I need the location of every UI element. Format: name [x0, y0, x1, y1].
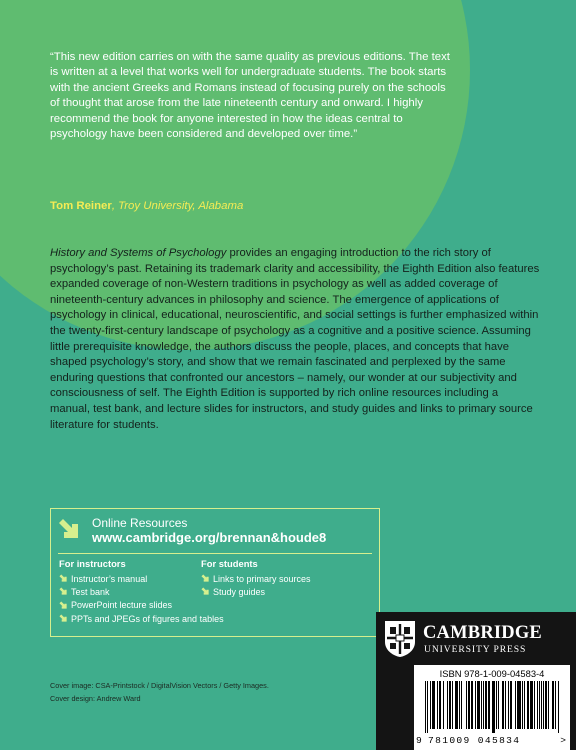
list-item-label: PowerPoint lecture slides	[71, 600, 173, 611]
arrow-icon	[59, 601, 68, 610]
list-item-label: Instructor’s manual	[71, 573, 148, 584]
barcode-bar	[485, 681, 487, 729]
list-item-label: Links to primary sources	[213, 573, 311, 584]
list-item	[59, 599, 224, 612]
barcode-bar	[524, 681, 525, 729]
barcode-bar	[508, 681, 509, 729]
barcode-bar	[530, 681, 533, 729]
barcode-bar	[505, 681, 506, 729]
book-title: History and Systems of Psychology	[50, 247, 227, 259]
barcode-bar	[558, 681, 559, 733]
barcode-bar	[427, 681, 428, 733]
instructors-list	[59, 572, 224, 625]
students-list	[201, 572, 311, 599]
resources-title: Online Resources	[92, 516, 188, 530]
list-item	[59, 572, 224, 585]
students-column	[201, 558, 311, 599]
barcode-bar	[517, 681, 521, 729]
cover-credits	[50, 680, 269, 706]
barcode-bar	[537, 681, 538, 729]
students-heading: For students	[201, 558, 258, 569]
barcode-bar	[449, 681, 451, 729]
barcode	[414, 665, 570, 750]
barcode-bar	[545, 681, 547, 729]
barcode-bar	[515, 681, 516, 729]
barcode-bar	[437, 681, 438, 729]
arrow-icon	[59, 574, 68, 583]
barcode-bar	[481, 681, 482, 729]
instructors-column	[59, 558, 224, 625]
quote-affiliation: , Troy University, Alabama	[111, 200, 244, 212]
barcode-bar	[461, 681, 462, 729]
arrow-icon	[59, 614, 68, 623]
barcode-bar	[488, 681, 490, 729]
barcode-bar	[543, 681, 544, 729]
cover-image-credit: Cover image: CSA-Printstock / DigitalVision Vectors / Getty Images.	[50, 681, 269, 690]
resources-header	[51, 509, 379, 550]
description-body: provides an engaging introduction to the rich story of psychology’s past. Retaining its trademark clarity and accessibility, the Eighth Edition also features expanded coverage of non-Western traditions in psychology as well as added coverage of nineteenth-century advances in philosophy and science. The emergence of applications of psychology in clinical, educational, neuroscientific, and social settings is further emphasized within the twenty-first-century landscape of psychology as a cognitive and a positive science. Assuming little prerequisite knowledge, the authors discuss the people, places, and concepts that have shaped psychology’s story, and show that we remain fascinated and perplexed by the same enduring questions that confronted our ancestors – namely, our wonder at our subjectivity and consciousness of self. The Eighth Edition is supported by rich online resources including a manual, test bank, and lecture slides for instructors, and study guides and links to primary source literature for students.	[50, 247, 540, 431]
barcode-bar	[541, 681, 542, 729]
list-item	[201, 572, 311, 585]
barcode-bar	[539, 681, 540, 729]
barcode-bar	[475, 681, 476, 729]
online-resources-box	[50, 508, 380, 637]
barcode-bar	[527, 681, 529, 729]
review-quote: “This new edition carries on with the same quality as previous editions. The text is written at a level that works well for undergraduate students. The book starts with the ancient Greeks and Romans instead of focusing purely on the schools of thought that arose from the late nineteenth century and onward. I highly recommend the book for anyone interested in how the ideas central to psychology have been considered and developed over time.”	[50, 51, 450, 141]
publisher-name: CAMBRIDGE	[423, 623, 542, 643]
barcode-bars	[425, 681, 559, 733]
barcode-bar	[432, 681, 435, 729]
barcode-bar	[498, 681, 499, 729]
barcode-bar	[483, 681, 484, 729]
divider	[58, 553, 372, 554]
publisher-block	[376, 612, 576, 750]
quote-author: Tom Reiner	[50, 200, 112, 212]
barcode-bar	[502, 681, 504, 729]
barcode-bar	[425, 681, 426, 733]
arrow-icon	[201, 587, 210, 596]
barcode-bar	[552, 681, 554, 729]
list-item-label: PPTs and JPEGs of figures and tables	[71, 613, 224, 624]
list-item-label: Study guides	[213, 586, 266, 597]
instructors-heading: For instructors	[59, 558, 126, 569]
barcode-bar	[522, 681, 523, 729]
barcode-first-digit: 9	[416, 735, 422, 746]
isbn-label: ISBN 978-1-009-04583-4	[439, 668, 545, 679]
barcode-bar	[455, 681, 458, 729]
barcode-bar	[452, 681, 453, 729]
barcode-bar	[548, 681, 549, 729]
barcode-end-mark: >	[560, 735, 566, 746]
cambridge-crest-icon	[384, 620, 416, 658]
barcode-bar	[439, 681, 441, 729]
barcode-bar	[477, 681, 480, 729]
barcode-bar	[534, 681, 535, 729]
barcode-bar	[447, 681, 448, 729]
barcode-bar	[510, 681, 512, 729]
barcode-bar	[555, 681, 556, 729]
barcode-bar	[443, 681, 444, 729]
list-item	[59, 612, 224, 625]
publisher-subtitle: UNIVERSITY PRESS	[424, 644, 527, 655]
barcode-bar	[471, 681, 473, 729]
arrow-icon	[59, 587, 68, 596]
barcode-bar	[459, 681, 460, 729]
cover-design-credit: Cover design: Andrew Ward	[50, 693, 141, 703]
barcode-bar	[430, 681, 431, 729]
barcode-digits: 781009 045834	[428, 735, 521, 746]
barcode-bar	[492, 681, 495, 733]
list-item	[59, 585, 224, 598]
barcode-bar	[468, 681, 470, 729]
book-description	[50, 246, 540, 433]
barcode-bar	[496, 681, 497, 729]
arrow-icon	[57, 517, 85, 545]
resources-url[interactable]: www.cambridge.org/brennan&houde8	[92, 530, 327, 545]
quote-attribution	[50, 200, 243, 212]
list-item	[201, 585, 311, 598]
arrow-icon	[201, 574, 210, 583]
list-item-label: Test bank	[71, 586, 110, 597]
barcode-bar	[466, 681, 467, 729]
